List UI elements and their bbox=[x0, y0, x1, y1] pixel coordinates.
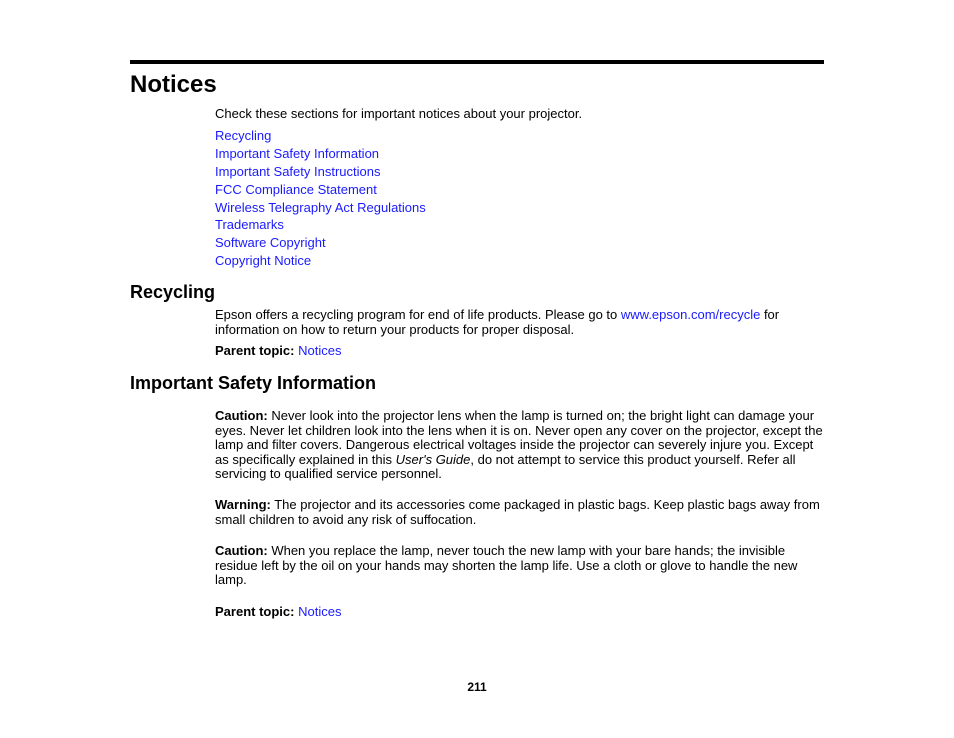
page-number: 211 bbox=[467, 680, 487, 694]
toc-link-safety-information[interactable]: Important Safety Information bbox=[215, 145, 380, 161]
safety-heading: Important Safety Information bbox=[130, 373, 377, 393]
parent-topic-label: Parent topic: bbox=[215, 604, 295, 619]
recycling-heading: Recycling bbox=[130, 282, 216, 302]
toc-link-recycling[interactable]: Recycling bbox=[215, 128, 272, 143]
caution-label: Caution: bbox=[215, 543, 268, 558]
toc-link-wireless[interactable]: Wireless Telegraphy Act Regulations bbox=[215, 199, 426, 215]
list-item bbox=[215, 127, 426, 145]
title-rule bbox=[130, 60, 824, 64]
toc-list bbox=[215, 127, 426, 270]
toc-link-trademarks[interactable]: Trademarks bbox=[215, 217, 284, 233]
page-title: Notices bbox=[130, 71, 217, 98]
users-guide-title: User's Guide bbox=[395, 451, 471, 467]
toc-link-copyright-notice[interactable]: Copyright Notice bbox=[215, 253, 312, 269]
toc-link-software-copyright[interactable]: Software Copyright bbox=[215, 235, 326, 251]
warning-plastic-bags bbox=[215, 498, 825, 527]
parent-topic-link[interactable]: Notices bbox=[298, 343, 342, 358]
toc-link-safety-instructions[interactable]: Important Safety Instructions bbox=[215, 163, 381, 179]
list-item bbox=[215, 199, 426, 217]
warning-label: Warning: bbox=[215, 497, 271, 512]
recycling-text-before: Epson offers a recycling program for end of life products. Please go to bbox=[215, 307, 621, 322]
list-item bbox=[215, 234, 426, 252]
parent-topic-link[interactable]: Notices bbox=[298, 604, 342, 619]
list-item bbox=[215, 252, 426, 270]
caution-lamp-text: When you replace the lamp, never touch the new lamp with your bare hands; the invisible residue left by the oil on your hands may shorten the lamp life. Use a cloth or glove to handle the new lamp. bbox=[215, 543, 798, 588]
recycling-text bbox=[215, 308, 825, 337]
list-item bbox=[215, 163, 426, 181]
list-item bbox=[215, 181, 426, 199]
intro-text: Check these sections for important notices about your projector. bbox=[215, 106, 583, 121]
caution-lens-text-before: Never look into the projector lens when the lamp is turned on; the bright light can damage your eyes. Never let children look into the lens when it is on. Never open any cover on the projector, except the lamp and filter covers. Dangerous electrical voltages inside the projector can severely injure you. Except as specifically explained in this bbox=[215, 408, 823, 467]
recycling-text-after: for information on how to return your products for proper disposal. bbox=[215, 307, 780, 337]
caution-lamp bbox=[215, 544, 825, 588]
warning-text: The projector and its accessories come packaged in plastic bags. Keep plastic bags away from small children to avoid any risk of suffocation. bbox=[215, 497, 820, 527]
list-item bbox=[215, 216, 426, 234]
recycling-parent-topic bbox=[215, 344, 825, 359]
caution-lens-text-after: , do not attempt to service this product yourself. Refer all servicing to qualified service personnel. bbox=[215, 451, 796, 482]
parent-topic-label: Parent topic: bbox=[215, 343, 295, 358]
recycle-url-link[interactable]: www.epson.com/recycle bbox=[620, 307, 761, 322]
caution-label: Caution: bbox=[215, 408, 268, 423]
toc-link-fcc[interactable]: FCC Compliance Statement bbox=[215, 181, 377, 197]
safety-parent-topic bbox=[215, 605, 825, 620]
list-item bbox=[215, 145, 426, 163]
caution-lens bbox=[215, 409, 825, 482]
